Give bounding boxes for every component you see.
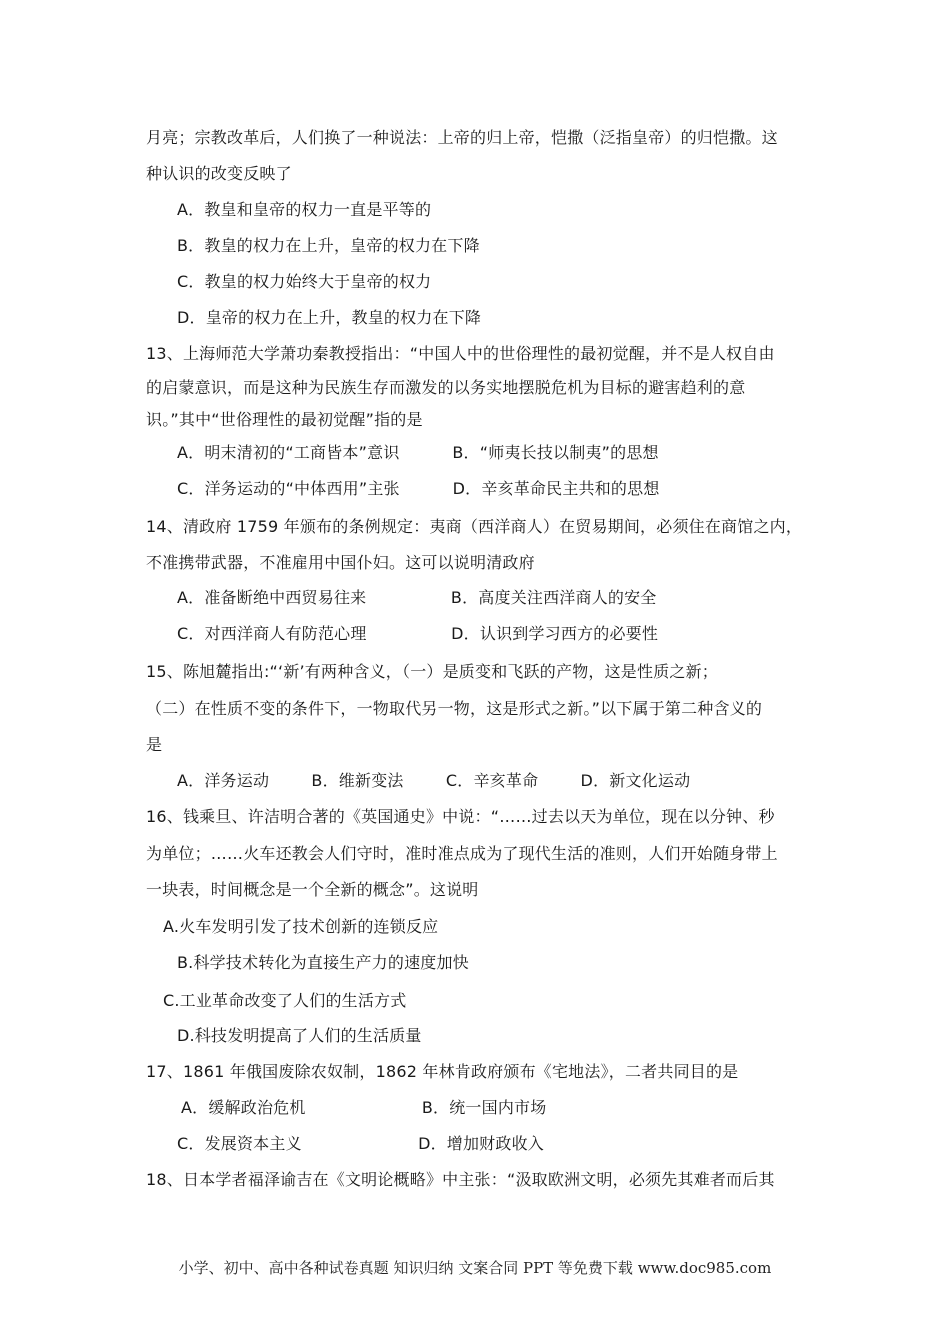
question-line: 17、1861 年俄国废除农奴制，1862 年林肯政府颁布《宅地法》，二者共同目的是 xyxy=(146,1062,739,1081)
option-line: C．发展资本主义 D．增加财政收入 xyxy=(177,1134,544,1153)
option-line: C．洋务运动的“中体西用”主张 D．辛亥革命民主共和的思想 xyxy=(177,479,660,498)
option-line: B.科学技术转化为直接生产力的速度加快 xyxy=(177,953,469,972)
question-line: 14、清政府 1759 年颁布的条例规定：夷商（西洋商人）在贸易期间，必须住在商馆之内， xyxy=(146,517,803,536)
option-line: B．教皇的权力在上升，皇帝的权力在下降 xyxy=(177,236,480,255)
option-line: A．教皇和皇帝的权力一直是平等的 xyxy=(177,200,432,219)
option-line: C．对西洋商人有防范心理 D．认识到学习西方的必要性 xyxy=(177,624,659,643)
footer-text: 小学、初中、高中各种试卷真题 知识归纳 文案合同 PPT 等免费下载 www.doc985.com xyxy=(178,1259,772,1277)
question-line: 18、日本学者福泽谕吉在《文明论概略》中主张：“汲取欧洲文明，必须先其难者而后其 xyxy=(146,1170,775,1189)
option-line: A．明末清初的“工商皆本”意识 B．“师夷长技以制夷”的思想 xyxy=(177,443,659,462)
option-line: A．洋务运动 B．维新变法 C．辛亥革命 D．新文化运动 xyxy=(177,771,691,790)
text-line: 月亮；宗教改革后，人们换了一种说法：上帝的归上帝，恺撒（泛指皇帝）的归恺撒。这 xyxy=(146,128,778,147)
text-line: （二）在性质不变的条件下，一物取代另一物，这是形式之新。”以下属于第二种含义的 xyxy=(146,699,763,718)
option-line: A．缓解政治危机 B．统一国内市场 xyxy=(181,1098,547,1117)
option-line: D．皇帝的权力在上升，教皇的权力在下降 xyxy=(177,308,482,327)
text-line: 种认识的改变反映了 xyxy=(146,164,292,183)
option-line: C．教皇的权力始终大于皇帝的权力 xyxy=(177,272,432,291)
question-line: 15、陈旭麓指出:“‘新’有两种含义，（一）是质变和飞跃的产物，这是性质之新； xyxy=(146,662,719,681)
text-line: 为单位；……火车还教会人们守时，准时准点成为了现代生活的准则，人们开始随身带上 xyxy=(146,844,778,863)
text-line: 是 xyxy=(146,735,163,754)
text-line: 的启蒙意识，而是这种为民族生存而激发的以务实地摆脱危机为目标的避害趋利的意 xyxy=(146,378,746,397)
option-line: C.工业革命改变了人们的生活方式 xyxy=(163,991,407,1010)
question-line: 16、钱乘旦、许洁明合著的《英国通史》中说：“……过去以天为单位，现在以分钟、秒 xyxy=(146,807,775,826)
option-line: A.火车发明引发了技术创新的连锁反应 xyxy=(163,917,439,936)
text-line: 识。”其中“世俗理性的最初觉醒”指的是 xyxy=(146,410,423,429)
option-line: A．准备断绝中西贸易往来 B．高度关注西洋商人的安全 xyxy=(177,588,657,607)
text-line: 不准携带武器，不准雇用中国仆妇。这可以说明清政府 xyxy=(146,553,535,572)
text-line: 一块表，时间概念是一个全新的概念”。这说明 xyxy=(146,880,479,899)
option-line: D.科技发明提高了人们的生活质量 xyxy=(177,1026,422,1045)
question-line: 13、上海师范大学萧功秦教授指出：“中国人中的世俗理性的最初觉醒，并不是人权自由 xyxy=(146,344,775,363)
